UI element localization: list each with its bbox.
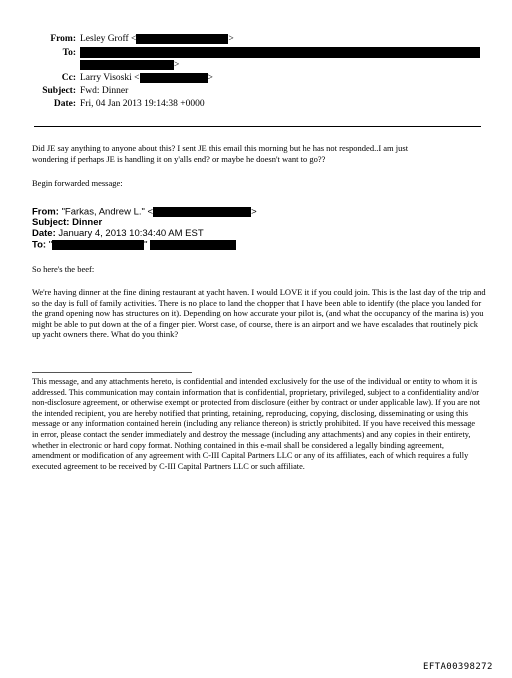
from-close: > <box>228 34 234 45</box>
fwd-to-open: " <box>48 239 53 251</box>
fwd-subject-line <box>32 218 102 229</box>
cc-label: Cc: <box>61 73 76 83</box>
fwd-from-value: "Farkas, Andrew L." < <box>61 206 154 218</box>
message-line-2: wondering if perhaps JE is handling it on y'alls end? or maybe he doesn't want to go?? <box>32 154 326 164</box>
message-line-1: Did JE say anything to anyone about this? I sent JE this email this morning but he has not responded..I am just <box>32 143 409 153</box>
fwd-subject-label: Subject: <box>32 217 70 228</box>
to-value <box>80 47 480 59</box>
fwd-subject-value: Dinner <box>72 217 103 228</box>
bates-number: EFTA00398272 <box>423 662 493 672</box>
header-divider <box>34 126 481 127</box>
fwd-to-label: To: <box>32 239 47 251</box>
dinner-paragraph: We're having dinner at the fine dining restaurant at yacht haven. I would LOVE it if you could join. This is the last day of the trip and so the day is full of family activities. There is no place to land the chopper that I have been able to identify (the place you landed for the grand opening now has structures on it). Depending on how accurate your pilot is, (and what the occupancy of the marina is) you might be able to put down at the of a finger pier. Worst case, of course, there is an airport and we have escalades that routinely pick up yacht owners there. What do you think? <box>32 287 486 339</box>
fwd-date-value: January 4, 2013 10:34:40 AM EST <box>58 228 204 239</box>
redaction-block <box>136 34 228 44</box>
fwd-date-line <box>32 229 204 240</box>
from-value <box>80 34 234 45</box>
redaction-block <box>80 60 174 70</box>
date-value: Fri, 04 Jan 2013 19:14:38 +0000 <box>80 99 205 109</box>
redaction-block <box>52 240 144 250</box>
from-name: Lesley Groff < <box>80 34 137 45</box>
greeting: So here's the beef: <box>32 264 95 274</box>
subject-value: Fwd: Dinner <box>80 86 129 96</box>
from-label: From: <box>50 34 76 44</box>
cc-name: Larry Visoski < <box>80 73 140 84</box>
to-close: > <box>174 60 180 71</box>
to-label: To: <box>62 48 76 58</box>
fwd-to-line <box>32 240 236 251</box>
redaction-block <box>80 47 480 58</box>
fwd-from-close: > <box>251 206 257 218</box>
redaction-block <box>150 240 236 250</box>
redaction-block <box>153 207 251 217</box>
begin-forwarded-label: Begin forwarded message: <box>32 178 123 188</box>
fwd-from-label: From: <box>32 206 59 218</box>
date-label: Date: <box>53 99 76 109</box>
fwd-to-mid: " <box>144 239 148 251</box>
confidentiality-disclaimer: This message, and any attachments hereto, is confidential and intended exclusively for the use of the individual or entity to whom it is addressed. This communication may contain information that is confidential, proprietary, privileged, subject to a confidentiality and/or non-disclosure agreement, or otherwise exempt or protected from disclosure (either by contract or under applicable law). If you are not the intended recipient, you are hereby notified that printing, retaining, reproducing, copying, disclosing, disseminating or using this message or any information contained herein (including any reliance thereon) is strictly prohibited. If you have received this message in error, please contact the sender immediately and destroy the message (including any attachments) and any copies in their entirety, whether in electronic or hard copy format. Nothing contained in this e-mail shall be considered a legally binding agreement, amendment or modification of any agreement with C-III Capital Partners LLC or any of its affiliates, each of which requires a fully executed agreement to be received by C-III Capital Partners LLC or such affiliate. <box>32 377 481 471</box>
redaction-block <box>140 73 208 83</box>
subject-label: Subject: <box>42 86 76 96</box>
cc-close: > <box>207 73 213 84</box>
to-value-line2 <box>80 60 179 71</box>
signature-divider <box>32 372 192 373</box>
cc-value <box>80 73 213 84</box>
fwd-date-label: Date: <box>32 228 56 239</box>
